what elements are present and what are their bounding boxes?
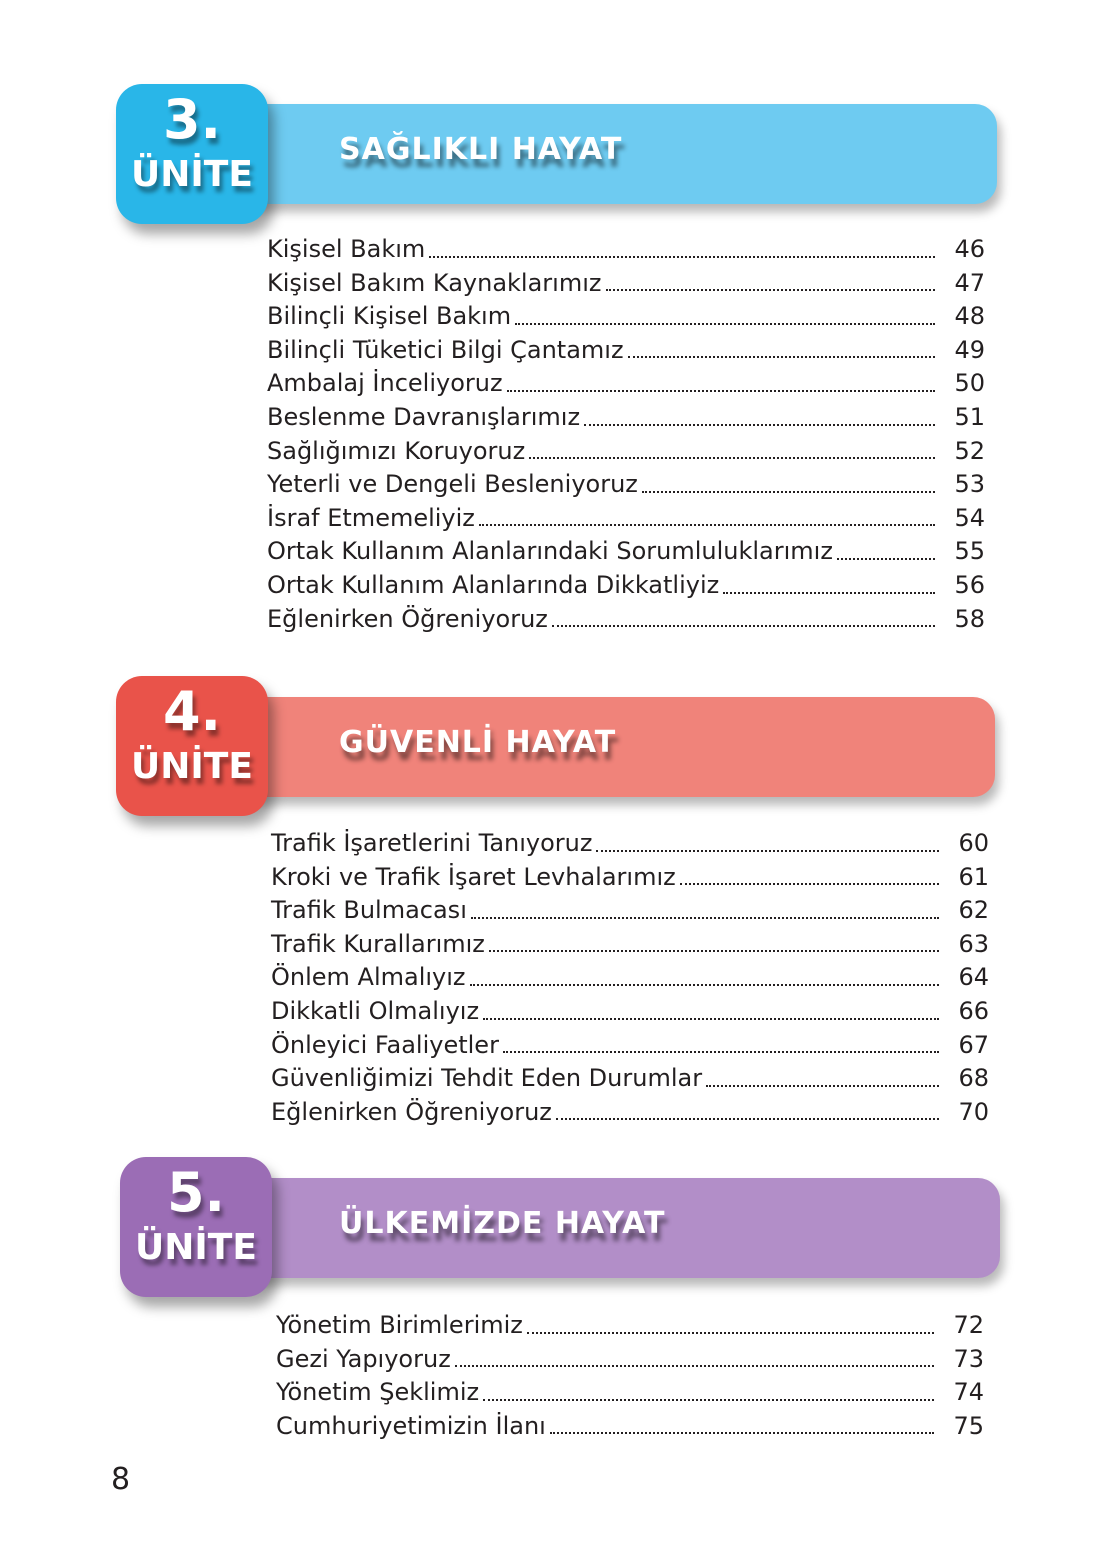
toc-entry[interactable] — [267, 435, 985, 469]
toc-entry-title: Ortak Kullanım Alanlarındaki Sorumluluklarımız — [267, 537, 833, 566]
toc-entry-page: 54 — [954, 503, 985, 532]
toc-entry-page: 62 — [958, 896, 989, 925]
toc-entry-title: Ambalaj İnceliyoruz — [267, 369, 503, 398]
toc-entry-page: 50 — [954, 369, 985, 398]
dot-leader — [503, 1050, 939, 1053]
dot-leader — [837, 557, 935, 560]
page-number: 8 — [111, 1462, 131, 1497]
dot-leader — [628, 355, 935, 358]
toc-entry[interactable] — [267, 535, 985, 569]
unit-title-bar — [205, 104, 997, 204]
dot-leader — [529, 456, 935, 459]
toc-entry-title: Gezi Yapıyoruz — [276, 1344, 451, 1373]
toc-entry[interactable] — [267, 334, 985, 368]
toc-entry[interactable] — [271, 827, 989, 861]
toc-entry[interactable] — [271, 1029, 989, 1063]
toc-entry-page: 56 — [954, 570, 985, 599]
toc-entry-page: 61 — [958, 862, 989, 891]
toc-entry[interactable] — [267, 502, 985, 536]
toc-entry-title: Önlem Almalıyız — [271, 963, 466, 992]
toc-entry-title: Cumhuriyetimizin İlanı — [276, 1411, 546, 1440]
toc-entry-page: 52 — [954, 436, 985, 465]
toc-entry[interactable] — [267, 569, 985, 603]
dot-leader — [489, 949, 939, 952]
unit-number: 3. — [162, 88, 222, 151]
unit-number: 4. — [162, 680, 222, 743]
unit-badge — [116, 676, 268, 816]
toc-entry[interactable] — [271, 1062, 989, 1096]
dot-leader — [706, 1084, 939, 1087]
dot-leader — [642, 490, 935, 493]
unit-label: ÜNİTE — [135, 1227, 257, 1268]
toc-entry-page: 63 — [958, 929, 989, 958]
dot-leader — [483, 1398, 934, 1401]
dot-leader — [723, 591, 935, 594]
unit-label: ÜNİTE — [131, 154, 253, 195]
toc-entry[interactable] — [267, 468, 985, 502]
toc-entry-title: Yönetim Şeklimiz — [276, 1378, 480, 1407]
toc-entry[interactable] — [267, 300, 985, 334]
toc-entry[interactable] — [271, 995, 989, 1029]
dot-leader — [483, 1017, 939, 1020]
toc-entry[interactable] — [271, 861, 989, 895]
toc-entry-page: 47 — [954, 268, 985, 297]
dot-leader — [527, 1331, 934, 1334]
toc-entry-title: Eğlenirken Öğreniyoruz — [267, 604, 548, 633]
toc-entry[interactable] — [271, 894, 989, 928]
dot-leader — [680, 882, 939, 885]
toc-entry-title: İsraf Etmemeliyiz — [267, 503, 475, 532]
toc-entry-page: 48 — [954, 302, 985, 331]
toc-entry[interactable] — [267, 603, 985, 637]
dot-leader — [515, 322, 935, 325]
dot-leader — [455, 1364, 934, 1367]
toc-list — [276, 1309, 984, 1443]
dot-leader — [552, 624, 935, 627]
toc-entry[interactable] — [271, 928, 989, 962]
toc-entry[interactable] — [267, 233, 985, 267]
dot-leader — [470, 983, 939, 986]
toc-entry-title: Yeterli ve Dengeli Besleniyoruz — [267, 470, 638, 499]
unit-title: GÜVENLİ HAYAT — [339, 725, 617, 760]
toc-entry[interactable] — [271, 1096, 989, 1130]
unit-title-bar — [205, 697, 995, 797]
toc-entry-title: Ortak Kullanım Alanlarında Dikkatliyiz — [267, 570, 720, 599]
dot-leader — [550, 1431, 934, 1434]
toc-entry-title: Trafik Kurallarımız — [271, 929, 485, 958]
toc-entry-title: Bilinçli Kişisel Bakım — [267, 302, 512, 331]
toc-list — [271, 827, 989, 1129]
toc-entry[interactable] — [276, 1343, 984, 1377]
toc-entry-title: Bilinçli Tüketici Bilgi Çantamız — [267, 335, 624, 364]
toc-list — [267, 233, 985, 636]
unit-badge — [120, 1157, 272, 1297]
toc-entry-page: 46 — [954, 235, 985, 263]
toc-entry-page: 66 — [958, 996, 989, 1025]
toc-entry[interactable] — [276, 1410, 984, 1444]
toc-entry-page: 72 — [953, 1311, 984, 1339]
toc-entry[interactable] — [267, 267, 985, 301]
toc-entry-title: Kroki ve Trafik İşaret Levhalarımız — [271, 862, 676, 891]
toc-entry-page: 64 — [958, 963, 989, 992]
toc-entry-page: 51 — [954, 402, 985, 431]
unit-badge — [116, 84, 268, 224]
toc-entry[interactable] — [276, 1376, 984, 1410]
dot-leader — [556, 1117, 939, 1120]
toc-entry[interactable] — [276, 1309, 984, 1343]
toc-entry-title: Eğlenirken Öğreniyoruz — [271, 1097, 552, 1126]
toc-entry-page: 70 — [958, 1097, 989, 1126]
toc-entry-page: 68 — [958, 1064, 989, 1093]
toc-entry-page: 58 — [954, 604, 985, 633]
toc-entry[interactable] — [267, 401, 985, 435]
dot-leader — [596, 849, 939, 852]
dot-leader — [606, 288, 936, 291]
dot-leader — [479, 523, 935, 526]
toc-entry-page: 67 — [958, 1030, 989, 1059]
toc-entry-page: 55 — [954, 537, 985, 566]
toc-entry-page: 75 — [953, 1411, 984, 1440]
unit-title: SAĞLIKLI HAYAT — [339, 132, 623, 167]
toc-entry-title: Önleyici Faaliyetler — [271, 1030, 499, 1059]
toc-entry-title: Güvenliğimizi Tehdit Eden Durumlar — [271, 1064, 703, 1093]
toc-entry-page: 73 — [953, 1344, 984, 1373]
toc-entry-title: Trafik İşaretlerini Tanıyoruz — [271, 829, 593, 857]
unit-label: ÜNİTE — [131, 746, 253, 787]
toc-entry-title: Kişisel Bakım Kaynaklarımız — [267, 268, 602, 297]
dot-leader — [429, 255, 935, 258]
toc-entry-title: Kişisel Bakım — [267, 235, 426, 263]
dot-leader — [507, 389, 935, 392]
toc-entry-page: 49 — [954, 335, 985, 364]
toc-entry-page: 53 — [954, 470, 985, 499]
toc-entry[interactable] — [267, 367, 985, 401]
toc-entry-title: Trafik Bulmacası — [271, 896, 467, 925]
unit-number: 5. — [166, 1161, 226, 1224]
toc-entry-title: Dikkatli Olmalıyız — [271, 996, 480, 1025]
unit-title: ÜLKEMİZDE HAYAT — [339, 1206, 666, 1241]
toc-entry-page: 60 — [958, 829, 989, 857]
toc-entry-title: Yönetim Birimlerimiz — [276, 1311, 523, 1339]
toc-entry-title: Beslenme Davranışlarımız — [267, 402, 581, 431]
unit-title-bar — [205, 1178, 1000, 1278]
toc-entry-title: Sağlığımızı Koruyoruz — [267, 436, 526, 465]
dot-leader — [471, 916, 939, 919]
toc-entry-page: 74 — [953, 1378, 984, 1407]
dot-leader — [584, 423, 935, 426]
toc-entry[interactable] — [271, 961, 989, 995]
